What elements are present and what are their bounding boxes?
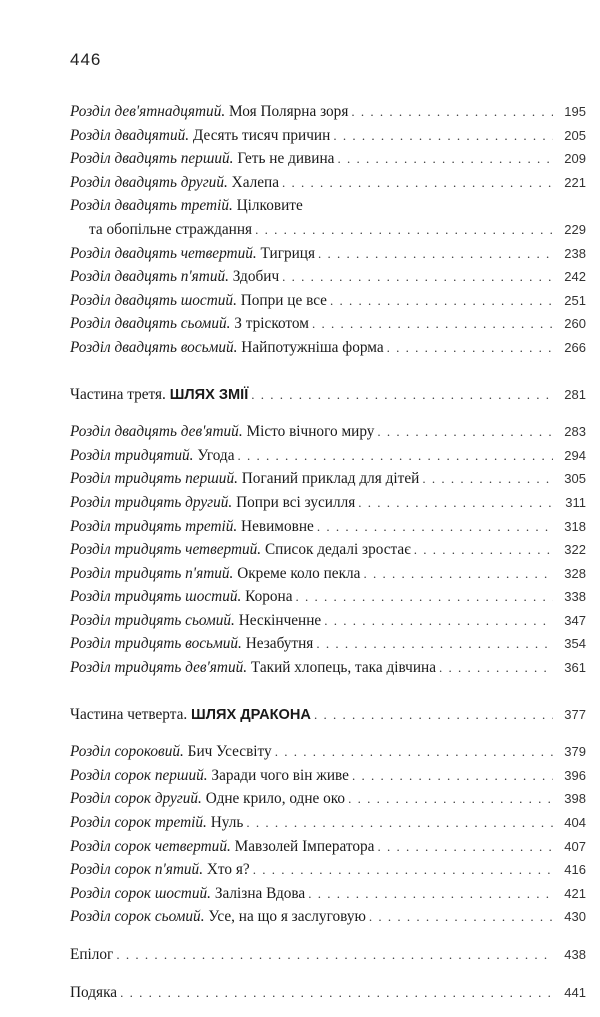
dot-leader <box>422 467 553 491</box>
chapter-title: Геть не дивина <box>237 150 335 168</box>
toc-entry <box>70 811 586 835</box>
chapter-number: Розділ сорок п'ятий. <box>70 861 204 879</box>
toc-entry <box>70 835 586 859</box>
entry-title <box>70 515 314 539</box>
part-title: ШЛЯХ ДРАКОНА <box>191 706 311 723</box>
page-ref: 311 <box>565 494 586 510</box>
page-number: 446 <box>70 50 102 69</box>
toc-entry <box>70 858 586 882</box>
dot-leader <box>358 491 553 515</box>
acknowledgements <box>70 981 586 1005</box>
toc-entry <box>70 336 586 360</box>
chapter-title: Окреме коло пекла <box>237 564 361 582</box>
chapter-number: Розділ тридцять третій. <box>70 517 238 535</box>
dot-leader <box>414 538 553 562</box>
chapter-title: Хто я? <box>206 861 250 879</box>
chapter-title-continued: та обопільне страждання <box>89 220 253 238</box>
page-ref: 305 <box>564 471 586 487</box>
chapter-number: Розділ тридцять другий. <box>70 493 233 511</box>
chapter-number: Розділ двадцять сьомий. <box>70 315 231 333</box>
dot-leader <box>352 764 553 788</box>
dot-leader <box>369 905 553 929</box>
toc-entry <box>70 515 586 539</box>
chapter-number: Розділ двадцять шостий. <box>70 291 237 309</box>
chapter-number: Розділ тридцять перший. <box>70 470 238 488</box>
dot-leader <box>439 656 553 680</box>
chapter-title: Поганий приклад для дітей <box>241 470 420 488</box>
entry-title <box>70 420 374 444</box>
page-ref: 266 <box>564 339 586 355</box>
toc-part-three <box>70 383 586 407</box>
page-ref: 377 <box>564 706 586 722</box>
chapter-number: Розділ двадцятий. <box>70 126 190 144</box>
part-heading <box>70 703 311 728</box>
part-heading <box>70 383 248 408</box>
part-label: Частина четверта. <box>70 705 188 723</box>
dot-leader <box>351 100 553 124</box>
chapter-number: Розділ двадцять перший. <box>70 150 234 168</box>
dot-leader <box>314 703 553 727</box>
toc-entry <box>70 312 586 336</box>
toc-entry <box>70 609 586 633</box>
page-ref: 416 <box>564 862 586 878</box>
page-ref: 438 <box>564 947 586 962</box>
toc-entry <box>70 420 586 444</box>
toc-entry <box>70 491 586 515</box>
entry-title <box>70 444 235 468</box>
page-ref: 242 <box>564 269 586 285</box>
chapter-title: Бич Усесвіту <box>187 743 272 761</box>
dot-leader <box>246 811 553 835</box>
page-ref: 398 <box>564 791 586 807</box>
epilogue-label: Епілог <box>70 946 114 963</box>
entry-title <box>70 609 321 633</box>
dot-leader <box>275 740 553 764</box>
toc-part-entry <box>70 383 586 407</box>
page-ref: 209 <box>564 151 586 167</box>
entry-title <box>70 835 374 859</box>
chapter-title: Залізна Вдова <box>214 884 306 902</box>
page-ref: 221 <box>564 174 586 190</box>
entry-title <box>70 811 243 835</box>
chapter-title: Невимовне <box>241 517 314 535</box>
epilogue <box>70 943 586 967</box>
chapter-number: Розділ тридцятий. <box>70 446 194 464</box>
chapter-title: Найпотужніша форма <box>241 338 384 356</box>
entry-title <box>70 491 355 515</box>
dot-leader <box>330 289 553 313</box>
entry-title <box>70 585 293 609</box>
entry-title <box>70 242 315 266</box>
entry-title <box>70 905 366 929</box>
page-ref: 229 <box>564 221 586 237</box>
chapter-title: Здобич <box>232 268 280 286</box>
toc-entry <box>70 632 586 656</box>
dot-leader <box>296 585 553 609</box>
chapter-number: Розділ сороковий. <box>70 743 184 761</box>
page-ref: 260 <box>564 316 586 332</box>
entry-title <box>70 787 345 811</box>
entry-title <box>70 289 327 313</box>
chapter-title: Халепа <box>231 173 280 191</box>
page-ref: 338 <box>564 589 586 605</box>
dot-leader <box>377 420 553 444</box>
toc-entry <box>70 242 586 266</box>
entry-title <box>70 740 272 764</box>
entry-title <box>70 858 250 882</box>
dot-leader <box>120 981 553 1005</box>
toc-entry <box>70 124 586 148</box>
toc-part-entry <box>70 703 586 727</box>
page-ref: 281 <box>564 386 586 402</box>
chapter-title: Список дедалі зростає <box>264 541 411 559</box>
toc-entry <box>70 585 586 609</box>
toc-epilogue <box>70 943 586 967</box>
chapter-number: Розділ сорок перший. <box>70 766 208 784</box>
page-ref: 441 <box>564 984 586 1000</box>
entry-title <box>70 656 436 680</box>
part-label: Частина третя. <box>70 385 166 403</box>
entry-title <box>70 632 313 656</box>
dot-leader <box>282 171 553 195</box>
chapter-number: Розділ тридцять дев'ятий. <box>70 659 248 677</box>
chapter-title: Незабутня <box>245 635 314 653</box>
chapter-number: Розділ дев'ятнадцятий. <box>70 103 226 120</box>
chapter-number: Розділ двадцять другий. <box>70 173 228 191</box>
entry-title <box>70 336 384 360</box>
page-ref: 318 <box>564 518 586 534</box>
toc-entry <box>70 740 586 764</box>
dot-leader <box>363 562 553 586</box>
dot-leader <box>316 632 553 656</box>
toc-entry <box>70 100 586 124</box>
chapter-number: Розділ тридцять шостий. <box>70 588 242 606</box>
page-ref: 379 <box>564 744 586 760</box>
entry-title <box>70 100 348 124</box>
chapter-title: Заради чого він живе <box>211 766 349 784</box>
toc-entry <box>70 882 586 906</box>
chapter-number: Розділ сорок другий. <box>70 790 202 808</box>
page-ref: 354 <box>564 636 586 652</box>
chapter-number: Розділ двадцять п'ятий. <box>70 268 229 286</box>
toc-acknowledgements <box>70 981 586 1005</box>
toc-entry <box>70 764 586 788</box>
toc-block-part3-chapters <box>70 420 586 680</box>
toc-entry <box>70 467 586 491</box>
chapter-title: Угода <box>197 446 235 464</box>
chapter-number: Розділ сорок сьомий. <box>70 908 205 926</box>
chapter-number: Розділ тридцять четвертий. <box>70 541 262 559</box>
entry-title <box>70 882 305 906</box>
chapter-title: З тріскотом <box>234 315 309 333</box>
toc-entry <box>70 171 586 195</box>
chapter-number: Розділ тридцять восьмий. <box>70 635 242 653</box>
chapter-number: Розділ двадцять дев'ятий. <box>70 423 243 441</box>
toc-entry <box>70 538 586 562</box>
entry-title <box>70 312 309 336</box>
dot-leader <box>308 882 553 906</box>
dot-leader <box>238 444 554 468</box>
dot-leader <box>282 265 553 289</box>
chapter-title: Місто вічного миру <box>246 423 375 441</box>
chapter-number: Розділ сорок третій. <box>70 814 207 832</box>
chapter-title: Десять тисяч причин <box>192 126 331 144</box>
chapter-title: Нуль <box>210 814 244 832</box>
toc-entry-continuation <box>70 218 586 242</box>
toc-entry <box>70 787 586 811</box>
page-ref: 328 <box>564 565 586 581</box>
dot-leader <box>318 242 553 266</box>
page-ref: 421 <box>564 885 586 901</box>
toc-entry <box>70 194 586 218</box>
chapter-number: Розділ двадцять четвертий. <box>70 244 257 262</box>
table-of-contents <box>70 100 586 1004</box>
chapter-title: Такий хлопець, така дівчина <box>250 659 437 677</box>
dot-leader <box>255 218 553 242</box>
page-ref: 294 <box>564 447 586 463</box>
page-ref: 347 <box>564 612 586 628</box>
dot-leader <box>387 336 553 360</box>
page-ref: 322 <box>564 542 586 558</box>
dot-leader <box>253 858 553 882</box>
chapter-number: Розділ сорок четвертий. <box>70 837 231 855</box>
chapter-title: Попри всі зусилля <box>236 493 356 511</box>
entry-title <box>70 467 419 491</box>
toc-entry <box>70 656 586 680</box>
chapter-number: Розділ тридцять сьомий. <box>70 611 235 629</box>
dot-leader <box>251 383 553 407</box>
chapter-title: Усе, на що я заслуговую <box>208 908 366 926</box>
dot-leader <box>324 609 553 633</box>
toc-entry <box>70 147 586 171</box>
dot-leader <box>312 312 553 336</box>
page-ref: 404 <box>564 815 586 831</box>
page-ref: 238 <box>564 245 586 261</box>
entry-title <box>70 124 330 148</box>
page-ref: 430 <box>564 909 586 925</box>
toc-entry <box>70 265 586 289</box>
dot-leader <box>116 943 553 967</box>
chapter-title: Одне крило, одне око <box>205 790 346 808</box>
acknowledgements-label: Подяка <box>70 983 118 1001</box>
entry-title <box>70 764 349 788</box>
toc-entry <box>70 905 586 929</box>
chapter-title: Тигриця <box>260 244 316 262</box>
entry-title <box>70 538 411 562</box>
toc-entry <box>70 562 586 586</box>
chapter-title: Моя Полярна зоря <box>229 103 349 120</box>
toc-block-part2-chapters <box>70 100 586 360</box>
dot-leader <box>317 515 553 539</box>
chapter-title: Нескінченне <box>238 611 322 629</box>
entry-title <box>70 171 279 195</box>
dot-leader <box>377 835 553 859</box>
entry-title <box>70 562 360 586</box>
page-ref: 396 <box>564 767 586 783</box>
dot-leader <box>333 124 553 148</box>
chapter-title: Попри це все <box>240 291 327 309</box>
page-ref: 205 <box>564 127 586 143</box>
chapter-number: Розділ тридцять п'ятий. <box>70 564 234 582</box>
page-ref: 361 <box>564 660 586 676</box>
part-title: ШЛЯХ ЗМІЇ <box>169 386 249 403</box>
entry-title <box>70 265 279 289</box>
page-ref: 283 <box>564 424 586 440</box>
chapter-title: Мавзолей Імператора <box>234 837 375 855</box>
entry-title <box>70 194 303 218</box>
chapter-number: Розділ сорок шостий. <box>70 884 211 902</box>
entry-title <box>70 147 334 171</box>
dot-leader <box>348 787 553 811</box>
chapter-number: Розділ двадцять третій. <box>70 197 233 215</box>
page-ref: 195 <box>564 104 586 119</box>
chapter-title: Корона <box>245 588 293 606</box>
chapter-title: Цілковите <box>236 197 303 215</box>
page-ref: 407 <box>564 838 586 854</box>
toc-entry <box>70 289 586 313</box>
dot-leader <box>337 147 553 171</box>
page-ref: 251 <box>564 292 586 308</box>
chapter-number: Розділ двадцять восьмий. <box>70 338 238 356</box>
toc-block-part4-chapters <box>70 740 586 929</box>
toc-entry <box>70 444 586 468</box>
toc-part-four <box>70 703 586 727</box>
